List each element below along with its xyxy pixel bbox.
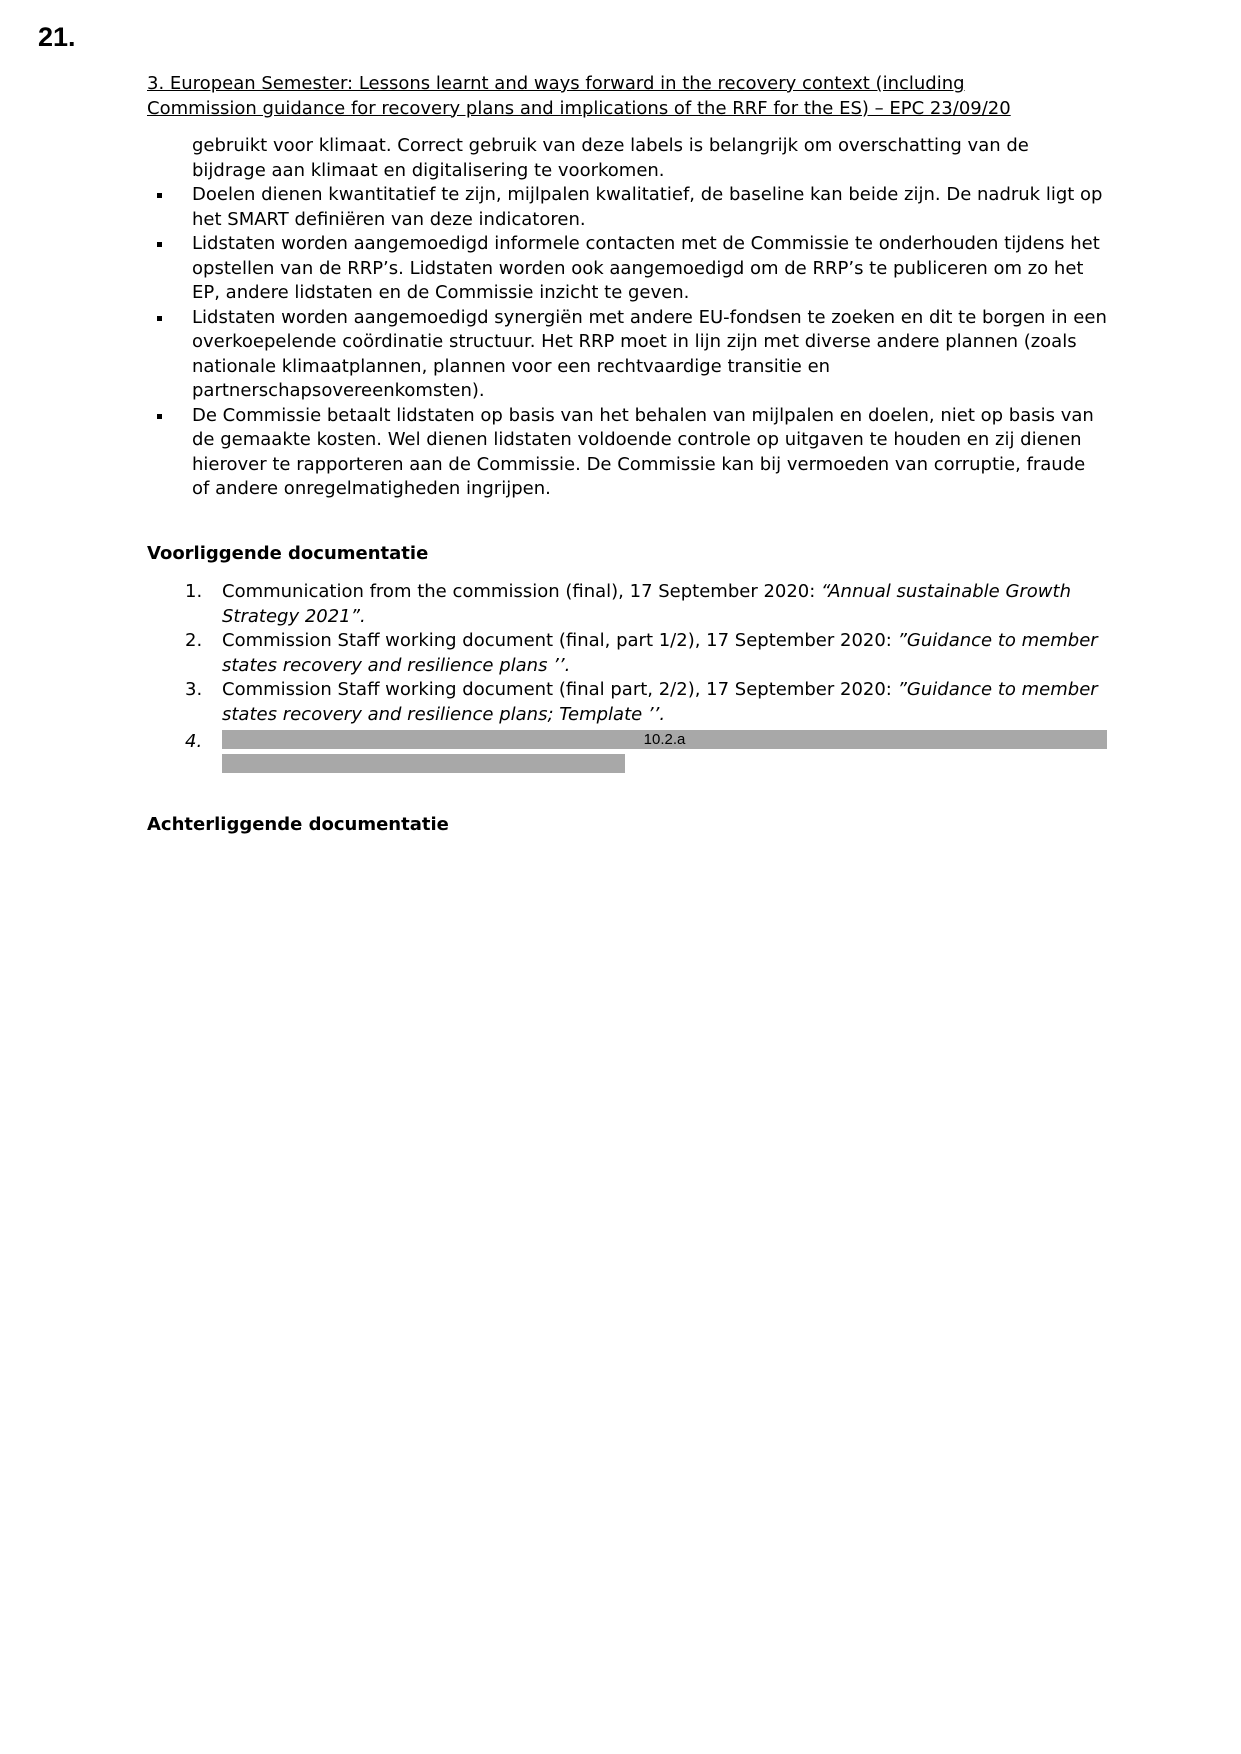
list-item — [147, 232, 1107, 306]
document-number: 4. — [185, 731, 203, 752]
agenda-heading — [147, 72, 1107, 121]
section-title-voorliggende: Voorliggende documentatie — [147, 542, 429, 564]
list-item-text: De Commissie betaalt lidstaten op basis van het behalen van mijlpalen en doelen, niet op basis van de gemaakte kosten. Wel dienen lidstaten voldoende controle op uitgaven te houden en zij dienen hierover te rapporteren aan de Commissie. De Commissie kan bij vermoeden van corruptie, fraude of andere onregelmatigheden ingrijpen. — [192, 404, 1094, 499]
bullet-icon — [157, 242, 162, 247]
document-item-redacted — [147, 730, 1107, 773]
list-item — [147, 306, 1107, 404]
document-number: 1. — [185, 581, 203, 602]
document-title: ”Guidance to member states recovery and resilience plans; Template ’’. — [222, 679, 1098, 725]
document-text: Commission Staff working document (final part, 2/2), 17 September 2020: — [222, 679, 898, 700]
document-item — [147, 580, 1107, 629]
document-text: Communication from the commission (final), 17 September 2020: — [222, 581, 822, 602]
document-list — [147, 580, 1107, 773]
bullet-list — [147, 134, 1107, 502]
document-title: ”Guidance to member states recovery and resilience plans ’’. — [222, 630, 1098, 676]
list-item — [147, 404, 1107, 502]
bullet-icon — [157, 316, 162, 321]
document-title: “Annual sustainable Growth Strategy 2021”. — [222, 581, 1071, 627]
document-text: Commission Staff working document (final, part 1/2), 17 September 2020: — [222, 630, 898, 651]
document-number: 3. — [185, 679, 203, 700]
list-item-text: Doelen dienen kwantitatief te zijn, mijlpalen kwalitatief, de baseline kan beide zijn. De nadruk ligt op het SMART definiëren van deze indicatoren. — [192, 184, 1103, 230]
document-item — [147, 629, 1107, 678]
continuation-paragraph: gebruikt voor klimaat. Correct gebruik van deze labels is belangrijk om overschatting van de bijdrage aan klimaat en digitalisering te voorkomen. — [192, 135, 1029, 181]
agenda-heading-line-2: Commission guidance for recovery plans and implications of the RRF for the ES) – EPC 23/09/20 — [147, 97, 1011, 119]
document-body — [147, 72, 1107, 838]
page-number: 21. — [38, 22, 76, 52]
redaction-bar-2 — [222, 754, 625, 773]
redaction-bar — [222, 730, 1107, 749]
list-item-text: Lidstaten worden aangemoedigd informele contacten met de Commissie te onderhouden tijdens het opstellen van de RRP’s. Lidstaten worden ook aangemoedigd om de RRP’s te publiceren om zo het EP, andere lidstaten en de Commissie inzicht te geven. — [192, 233, 1100, 303]
document-number: 2. — [185, 630, 203, 651]
bullet-icon — [157, 193, 162, 198]
list-item — [147, 183, 1107, 232]
section-title-achterliggende: Achterliggende documentatie — [147, 814, 449, 835]
list-item-text: Lidstaten worden aangemoedigd synergiën met andere EU-fondsen te zoeken en dit te borgen in een overkoepelende coördinatie structuur. Het RRP moet in lijn zijn met diverse andere plannen (zoals nationale klimaatplannen, plannen voor een rechtvaardige transitie en partnerschapsovereenkomsten). — [192, 306, 1107, 401]
bullet-icon — [157, 414, 162, 419]
agenda-heading-line-1: 3. European Semester: Lessons learnt and ways forward in the recovery context (including — [147, 73, 965, 94]
redaction-code: 10.2.a — [643, 731, 686, 748]
document-item — [147, 678, 1107, 727]
